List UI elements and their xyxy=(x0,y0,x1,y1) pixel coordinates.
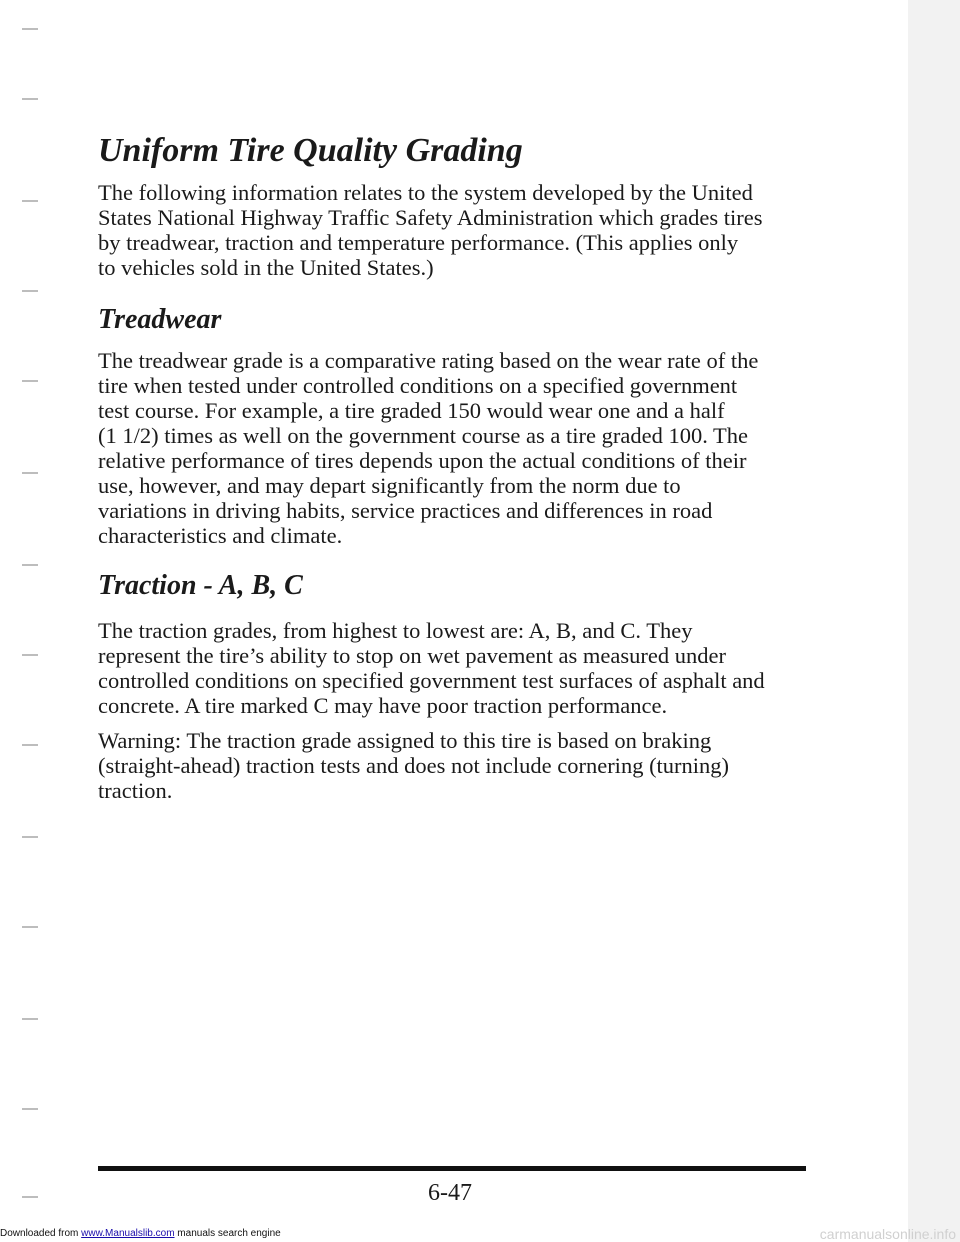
margin-tick xyxy=(22,380,38,382)
margin-tick xyxy=(22,654,38,656)
traction-line: represent the tire’s ability to stop on wet pavement as measured under xyxy=(98,643,726,668)
treadwear-line: test course. For example, a tire graded 150 would wear one and a half xyxy=(98,398,725,423)
margin-tick xyxy=(22,564,38,566)
margin-tick xyxy=(22,744,38,746)
margin-tick xyxy=(22,836,38,838)
treadwear-heading: Treadwear xyxy=(98,304,222,335)
margin-tick xyxy=(22,98,38,100)
margin-tick xyxy=(22,290,38,292)
treadwear-paragraph xyxy=(98,348,828,548)
intro-line: The following information relates to the system developed by the United xyxy=(98,180,753,205)
traction-line: concrete. A tire marked C may have poor traction performance. xyxy=(98,693,668,718)
intro-line: States National Highway Traffic Safety Administration which grades tires xyxy=(98,205,763,230)
margin-tick xyxy=(22,1108,38,1110)
traction-heading: Traction - A, B, C xyxy=(98,570,303,601)
intro-line: by treadwear, traction and temperature performance. (This applies only xyxy=(98,230,739,255)
page-title: Uniform Tire Quality Grading xyxy=(98,132,523,169)
scan-edge xyxy=(908,0,960,1242)
watermark: carmanualsonline.info xyxy=(819,1226,956,1242)
treadwear-line: The treadwear grade is a comparative rating based on the wear rate of the xyxy=(98,348,759,373)
traction-line: controlled conditions on specified government test surfaces of asphalt and xyxy=(98,668,765,693)
margin-tick xyxy=(22,472,38,474)
manualslib-link[interactable]: www.Manualslib.com xyxy=(81,1228,175,1239)
margin-tick xyxy=(22,1018,38,1020)
treadwear-line: relative performance of tires depends upon the actual conditions of their xyxy=(98,448,747,473)
margin-tick xyxy=(22,200,38,202)
treadwear-line: variations in driving habits, service practices and differences in road xyxy=(98,498,713,523)
footer-rule xyxy=(98,1166,806,1171)
download-footer xyxy=(0,1228,281,1240)
download-footer-suffix: manuals search engine xyxy=(174,1228,281,1239)
margin-tick xyxy=(22,926,38,928)
page-number: 6-47 xyxy=(428,1180,472,1206)
treadwear-line: use, however, and may depart significantly from the norm due to xyxy=(98,473,681,498)
intro-paragraph xyxy=(98,180,828,280)
intro-line: to vehicles sold in the United States.) xyxy=(98,255,434,280)
warning-line: (straight-ahead) traction tests and does not include cornering (turning) xyxy=(98,753,730,778)
traction-paragraph xyxy=(98,618,828,718)
warning-line: traction. xyxy=(98,778,173,803)
download-footer-prefix: Downloaded from xyxy=(0,1228,82,1239)
warning-line: Warning: The traction grade assigned to this tire is based on braking xyxy=(98,728,712,753)
treadwear-line: tire when tested under controlled conditions on a specified government xyxy=(98,373,738,398)
margin-tick xyxy=(22,28,38,30)
traction-line: The traction grades, from highest to lowest are: A, B, and C. They xyxy=(98,618,693,643)
warning-paragraph xyxy=(98,728,828,803)
treadwear-line: (1 1/2) times as well on the government course as a tire graded 100. The xyxy=(98,423,749,448)
treadwear-line: characteristics and climate. xyxy=(98,523,343,548)
